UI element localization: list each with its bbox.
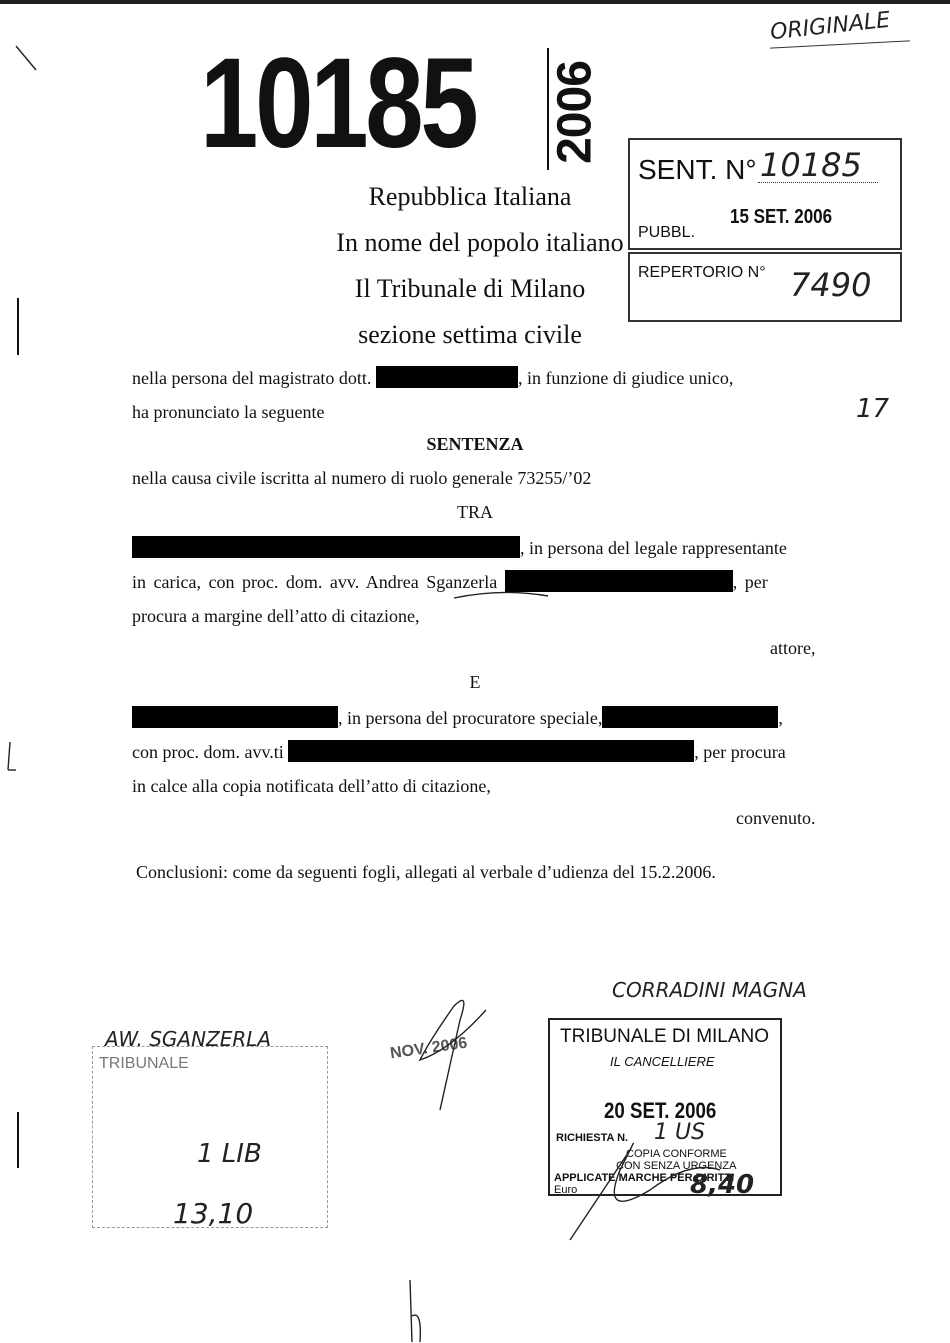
stamp-left-title: TRIBUNALE	[99, 1055, 189, 1072]
repertorio-label: REPERTORIO N°	[638, 264, 766, 281]
plaintiff-rep-text: , in persona del legale rappresentante	[520, 538, 787, 558]
bottom-margin-mark	[400, 1276, 430, 1343]
stamp-right-euro-label: Euro	[554, 1184, 578, 1196]
originale-handwritten-note: ORIGINALE	[769, 7, 892, 46]
plaintiff-counsel-text: in carica, con proc. dom. avv. Andrea Sganzerla	[132, 572, 498, 592]
stamp-right-subtitle: IL CANCELLIERE	[610, 1054, 715, 1069]
sentenza-heading: SENTENZA	[426, 434, 524, 454]
top-border-line	[0, 0, 950, 4]
stamp-right-copia2: CON SENZA URGENZA	[616, 1160, 737, 1172]
header-tribunal: Il Tribunale di Milano	[354, 274, 586, 303]
defendant-rep-text: , in persona del procuratore speciale,	[338, 708, 603, 728]
attore-label: attore,	[770, 638, 816, 658]
header-people: In nome del popolo italiano	[336, 228, 624, 257]
stamp-right-richiesta-label: RICHIESTA N.	[556, 1132, 629, 1144]
body-line-defendant	[132, 706, 783, 729]
repertorio-box	[628, 252, 902, 322]
stamp-mid-date: NOV. 2006	[389, 1034, 469, 1063]
stamp-left-value1: 1 LIB	[197, 1139, 262, 1169]
redacted-defendant-lawyers	[288, 740, 694, 762]
stamp-right-date: 20 SET. 2006	[604, 1098, 717, 1123]
conclusioni-text: Conclusioni: come da seguenti fogli, allegati al verbale d’udienza del 15.2.2006.	[136, 862, 716, 882]
convenuto-label: convenuto.	[736, 808, 816, 828]
stamp-right-copia1: COPIA CONFORME	[626, 1148, 727, 1160]
stamp-left-signature: AW. SGANZERLA	[105, 1027, 272, 1051]
body-line-plaintiff	[132, 536, 787, 559]
sent-dotted-line	[758, 182, 878, 183]
redacted-magistrate-name	[376, 366, 518, 388]
stamp-right-applicate: APPLICATE MARCHE PER DIRITTI	[554, 1172, 735, 1184]
stamp-left-value2: 13,10	[173, 1197, 254, 1230]
redacted-defendant-procurator	[602, 706, 778, 728]
redacted-defendant-name	[132, 706, 338, 728]
sentence-year: 2006	[548, 61, 602, 164]
stamp-right-signature: CORRADINI MAGNA	[612, 978, 807, 1002]
sent-box	[628, 138, 902, 250]
header-section: sezione settima civile	[358, 320, 582, 349]
stamp-mid-signature	[400, 990, 490, 1120]
body-line-pronounced: ha pronunciato la seguente	[132, 402, 325, 422]
margin-note-handwritten: 17	[856, 394, 890, 424]
magistrate-role-text: , in funzione di giudice unico,	[517, 368, 734, 388]
sent-value-handwritten: 10185	[760, 146, 862, 184]
repertorio-value-handwritten: 7490	[790, 266, 872, 304]
sganzerla-underline-mark	[452, 588, 552, 602]
body-line-defendant-procura: in calce alla copia notificata dell’atto di citazione,	[132, 776, 491, 796]
pubbl-date-stamp: 15 SET. 2006	[730, 206, 833, 228]
sent-label: SENT. N°	[638, 154, 757, 185]
tra-heading: TRA	[457, 502, 493, 522]
body-line-plaintiff-counsel	[132, 570, 768, 593]
body-line-plaintiff-procura: procura a margine dell’atto di citazione,	[132, 606, 420, 626]
body-line-case-number: nella causa civile iscritta al numero di ruolo generale 73255/’02	[132, 468, 592, 488]
defendant-counsel-text: con proc. dom. avv.ti	[132, 742, 284, 762]
e-heading: E	[469, 672, 481, 692]
defendant-procura-text: , per procura	[694, 742, 786, 762]
magistrate-text: nella persona del magistrato dott.	[132, 368, 372, 388]
header-republic: Repubblica Italiana	[368, 182, 572, 211]
body-line-defendant-counsel	[132, 740, 786, 763]
redacted-plaintiff-name	[132, 536, 520, 558]
stamp-right-euro-value: 8,40	[690, 1170, 755, 1200]
pubbl-label: PUBBL.	[638, 224, 695, 241]
stamp-right-title: TRIBUNALE DI MILANO	[560, 1026, 770, 1047]
plaintiff-per-text: , per	[732, 572, 768, 592]
stamp-right-scribble	[560, 1110, 760, 1250]
stamp-left	[92, 1027, 328, 1230]
stamp-right-richiesta-value: 1 US	[654, 1120, 706, 1145]
sentence-number: 10185	[200, 32, 476, 175]
body-line-magistrate	[132, 366, 733, 389]
defendant-comma: ,	[778, 708, 783, 728]
